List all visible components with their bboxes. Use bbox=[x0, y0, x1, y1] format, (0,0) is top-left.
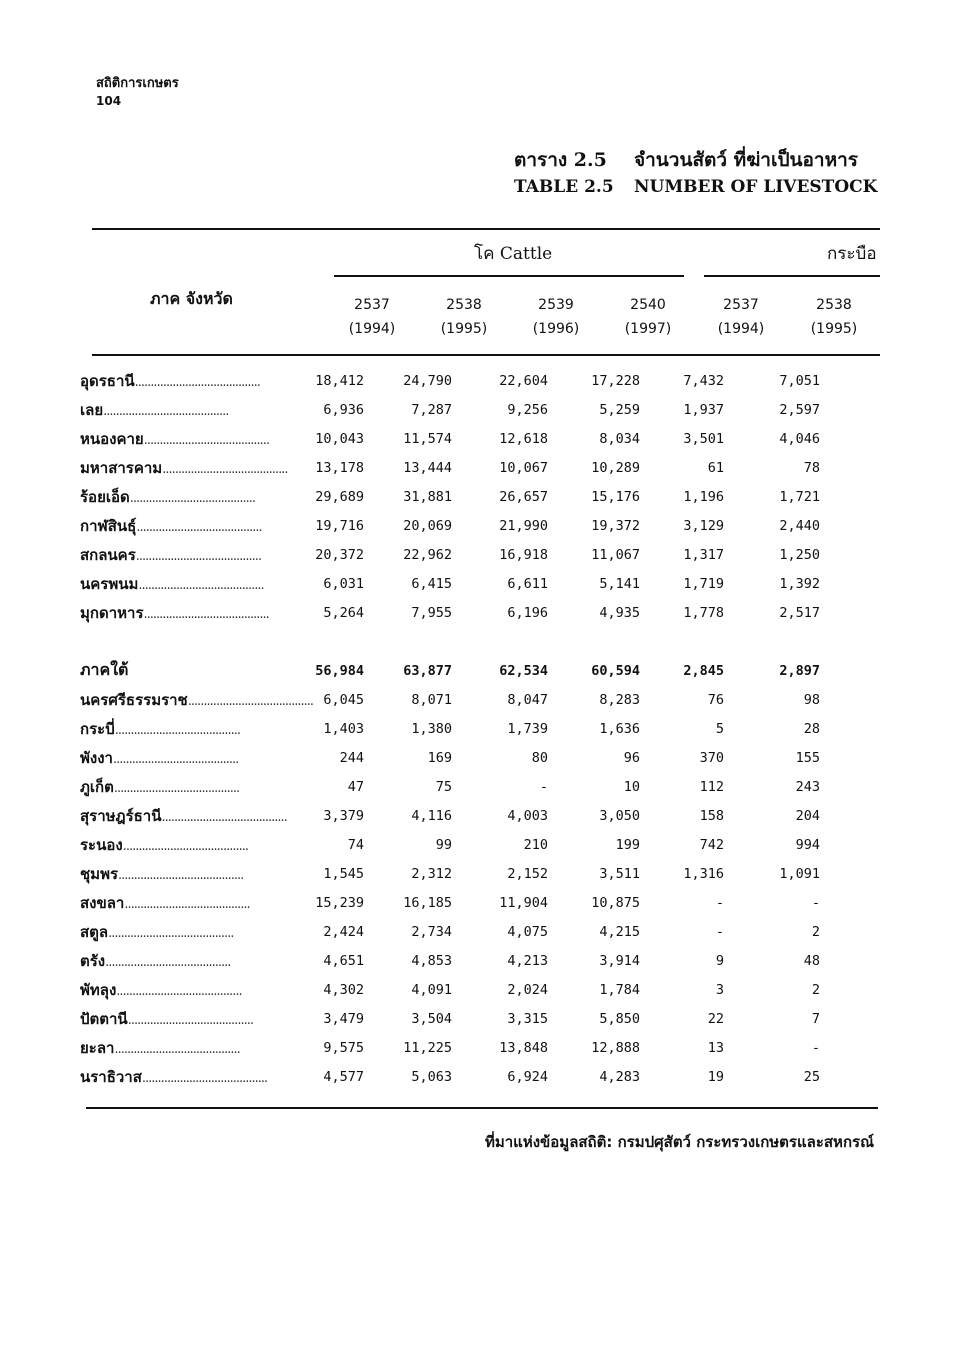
value-cell: 18,412 bbox=[315, 372, 364, 389]
value-cell: 742 bbox=[699, 836, 724, 853]
value-cell: 19 bbox=[707, 1068, 724, 1085]
province-column-header: ภาค จังหวัด bbox=[150, 289, 233, 308]
value-cell: 7,051 bbox=[779, 372, 820, 389]
province-name: นครศรีธรรมราช bbox=[80, 690, 188, 709]
value-cell: 8,071 bbox=[411, 691, 452, 708]
leader-dots: ........................................ bbox=[105, 954, 231, 970]
table-label-english: TABLE 2.5 bbox=[514, 177, 614, 197]
value-cell: 4,075 bbox=[507, 923, 548, 940]
table-row bbox=[80, 598, 820, 627]
value-cell: 3,379 bbox=[323, 807, 364, 824]
table-row bbox=[80, 888, 820, 917]
value-cell: 7 bbox=[811, 1010, 820, 1027]
table-title-thai bbox=[514, 145, 858, 175]
value-cell: 75 bbox=[435, 778, 452, 795]
province-name: ปัตตานี bbox=[80, 1009, 128, 1028]
province-name-cell bbox=[80, 1004, 298, 1033]
value-cell: 28 bbox=[803, 720, 820, 737]
value-cell: 6,031 bbox=[323, 575, 364, 592]
province-name-cell bbox=[80, 772, 298, 801]
value-cell: 26,657 bbox=[499, 488, 548, 505]
value-cell: 13,444 bbox=[403, 459, 452, 476]
value-cell: 2,897 bbox=[779, 662, 820, 679]
value-cell: 96 bbox=[623, 749, 640, 766]
year-header-en: (1995) bbox=[440, 321, 488, 337]
value-cell: 76 bbox=[707, 691, 724, 708]
value-cell: 370 bbox=[699, 749, 724, 766]
value-cell: 3,315 bbox=[507, 1010, 548, 1027]
value-cell: 2 bbox=[811, 923, 820, 940]
leader-dots: ........................................ bbox=[136, 519, 262, 535]
value-cell: 12,618 bbox=[499, 430, 548, 447]
province-name-cell bbox=[80, 1033, 298, 1062]
table-title-english-text: NUMBER OF LIVESTOCK bbox=[634, 177, 878, 197]
leader-dots: ........................................ bbox=[135, 548, 262, 564]
province-name-cell bbox=[80, 917, 298, 946]
province-name-cell bbox=[80, 424, 298, 453]
table-row bbox=[80, 1062, 820, 1091]
province-name: สตูล bbox=[80, 922, 109, 941]
province-name: พังงา bbox=[80, 748, 113, 767]
value-cell: 10,043 bbox=[315, 430, 364, 447]
value-cell: 6,415 bbox=[411, 575, 452, 592]
value-cell: 994 bbox=[795, 836, 820, 853]
region-name-cell bbox=[80, 656, 298, 685]
province-name-cell bbox=[80, 482, 298, 511]
value-cell: 3,129 bbox=[683, 517, 724, 534]
value-cell: 99 bbox=[435, 836, 452, 853]
value-cell: 4,046 bbox=[779, 430, 820, 447]
table-row bbox=[80, 830, 820, 859]
region-row bbox=[80, 656, 820, 685]
province-name-cell bbox=[80, 946, 298, 975]
value-cell: 5,141 bbox=[599, 575, 640, 592]
value-cell: 1,250 bbox=[779, 546, 820, 563]
value-cell: - bbox=[811, 1039, 820, 1056]
province-name: พัทลุง bbox=[80, 980, 117, 999]
province-name: มหาสารคาม bbox=[80, 458, 163, 477]
value-cell: 112 bbox=[699, 778, 724, 795]
value-cell: 31,881 bbox=[403, 488, 452, 505]
spacer-row bbox=[80, 627, 820, 656]
leader-dots: ........................................ bbox=[118, 867, 244, 883]
value-cell: 2,734 bbox=[411, 923, 452, 940]
value-cell: 20,069 bbox=[403, 517, 452, 534]
value-cell: 2,517 bbox=[779, 604, 820, 621]
value-cell: 4,651 bbox=[323, 952, 364, 969]
value-cell: 4,302 bbox=[323, 981, 364, 998]
value-cell: 5,850 bbox=[599, 1010, 640, 1027]
table-title-english bbox=[514, 177, 877, 197]
table-row bbox=[80, 453, 820, 482]
year-header-en: (1997) bbox=[624, 321, 672, 337]
leader-dots: ........................................ bbox=[116, 983, 242, 999]
province-name-cell bbox=[80, 714, 298, 743]
value-cell: 15,239 bbox=[315, 894, 364, 911]
table-row bbox=[80, 1033, 820, 1062]
leader-dots: ........................................ bbox=[138, 577, 264, 593]
year-header-en: (1996) bbox=[532, 321, 580, 337]
value-cell: 1,721 bbox=[779, 488, 820, 505]
value-cell: 4,091 bbox=[411, 981, 452, 998]
value-cell: 4,577 bbox=[323, 1068, 364, 1085]
leader-dots: ........................................ bbox=[141, 1070, 268, 1086]
value-cell: 169 bbox=[427, 749, 452, 766]
source-note: ที่มาแห่งข้อมูลสถิติ: กรมปศุสัตว์ กระทรวงเกษตรและสหกรณ์ bbox=[484, 1133, 874, 1151]
value-cell: 48 bbox=[803, 952, 820, 969]
table-row bbox=[80, 511, 820, 540]
value-cell: 9 bbox=[715, 952, 724, 969]
province-name-cell bbox=[80, 830, 298, 859]
publication-title: สถิติการเกษตร bbox=[96, 76, 179, 91]
value-cell: 1,403 bbox=[323, 720, 364, 737]
value-cell: 10,067 bbox=[499, 459, 548, 476]
value-cell: 4,213 bbox=[507, 952, 548, 969]
value-cell: 244 bbox=[339, 749, 364, 766]
table-row bbox=[80, 424, 820, 453]
value-cell: 63,877 bbox=[403, 662, 452, 679]
value-cell: 22,962 bbox=[403, 546, 452, 563]
value-cell: 7,287 bbox=[411, 401, 452, 418]
province-name-cell bbox=[80, 801, 298, 830]
leader-dots: ........................................ bbox=[103, 403, 229, 419]
year-header-en: (1994) bbox=[348, 321, 396, 337]
value-cell: 19,372 bbox=[591, 517, 640, 534]
value-cell: 56,984 bbox=[315, 662, 364, 679]
value-cell: 60,594 bbox=[591, 662, 640, 679]
value-cell: 19,716 bbox=[315, 517, 364, 534]
value-cell: 47 bbox=[347, 778, 364, 795]
province-name-cell bbox=[80, 685, 314, 714]
province-name: ร้อยเอ็ด bbox=[80, 487, 130, 506]
table-row bbox=[80, 1004, 820, 1033]
province-name-cell bbox=[80, 859, 298, 888]
year-header-th: 2540 bbox=[630, 297, 666, 313]
value-cell: 1,778 bbox=[683, 604, 724, 621]
province-name-cell bbox=[80, 540, 298, 569]
leader-dots: ........................................ bbox=[161, 809, 287, 825]
province-name-cell bbox=[80, 395, 298, 424]
value-cell: 6,611 bbox=[507, 575, 548, 592]
value-cell: 3,504 bbox=[411, 1010, 452, 1027]
value-cell: 2,152 bbox=[507, 865, 548, 882]
province-name: หนองคาย bbox=[80, 429, 144, 448]
table-row bbox=[80, 801, 820, 830]
province-name: อุดรธานี bbox=[80, 371, 135, 390]
value-cell: 243 bbox=[795, 778, 820, 795]
value-cell: 22 bbox=[707, 1010, 724, 1027]
leader-dots: ........................................ bbox=[108, 925, 234, 941]
province-name: กระบี่ bbox=[80, 719, 115, 738]
value-cell: 10,289 bbox=[591, 459, 640, 476]
table-row bbox=[80, 975, 820, 1004]
value-cell: 22,604 bbox=[499, 372, 548, 389]
table-row bbox=[80, 859, 820, 888]
buffalo-group-header: กระบือ bbox=[827, 244, 877, 264]
value-cell: 16,185 bbox=[403, 894, 452, 911]
value-cell: 4,283 bbox=[599, 1068, 640, 1085]
value-cell: 4,003 bbox=[507, 807, 548, 824]
province-name-cell bbox=[80, 598, 298, 627]
value-cell: - bbox=[715, 894, 724, 911]
province-name: ระนอง bbox=[80, 835, 123, 854]
table-row bbox=[80, 743, 820, 772]
table-row bbox=[80, 714, 820, 743]
leader-dots: ........................................ bbox=[187, 693, 314, 709]
province-name: นครพนม bbox=[80, 574, 139, 593]
table-row bbox=[80, 917, 820, 946]
province-name: ยะลา bbox=[80, 1038, 115, 1057]
table-row bbox=[80, 366, 820, 395]
value-cell: 24,790 bbox=[403, 372, 452, 389]
leader-dots: ........................................ bbox=[143, 432, 270, 448]
value-cell: 1,739 bbox=[507, 720, 548, 737]
value-cell: 6,045 bbox=[323, 691, 364, 708]
value-cell: - bbox=[539, 778, 548, 795]
spacer-cell bbox=[80, 627, 820, 656]
value-cell: 5,259 bbox=[599, 401, 640, 418]
value-cell: 1,091 bbox=[779, 865, 820, 882]
table-row bbox=[80, 946, 820, 975]
province-name: ชุมพร bbox=[80, 864, 119, 883]
table-row bbox=[80, 482, 820, 511]
value-cell: 204 bbox=[795, 807, 820, 824]
buffalo-group-rule bbox=[704, 275, 880, 277]
value-cell: 17,228 bbox=[591, 372, 640, 389]
cattle-group-rule bbox=[334, 275, 684, 277]
value-cell: 98 bbox=[803, 691, 820, 708]
value-cell: - bbox=[811, 894, 820, 911]
value-cell: 3,479 bbox=[323, 1010, 364, 1027]
value-cell: 4,215 bbox=[599, 923, 640, 940]
value-cell: 7,955 bbox=[411, 604, 452, 621]
value-cell: 5 bbox=[715, 720, 724, 737]
value-cell: 199 bbox=[615, 836, 640, 853]
value-cell: 8,034 bbox=[599, 430, 640, 447]
leader-dots: ........................................ bbox=[143, 606, 269, 622]
page-number: 104 bbox=[96, 94, 122, 108]
value-cell: 3 bbox=[715, 981, 724, 998]
value-cell: 2,440 bbox=[779, 517, 820, 534]
cattle-group-header: โค Cattle bbox=[474, 244, 553, 264]
year-header-th: 2537 bbox=[723, 297, 759, 313]
province-name-cell bbox=[80, 453, 298, 482]
table-label-thai: ตาราง 2.5 bbox=[514, 149, 607, 171]
value-cell: 2,312 bbox=[411, 865, 452, 882]
table-row bbox=[80, 772, 820, 801]
table-bottom-rule bbox=[86, 1107, 878, 1109]
header-bottom-rule bbox=[92, 354, 880, 356]
value-cell: 11,904 bbox=[499, 894, 548, 911]
value-cell: 1,719 bbox=[683, 575, 724, 592]
year-header-th: 2538 bbox=[446, 297, 482, 313]
value-cell: 16,918 bbox=[499, 546, 548, 563]
value-cell: 10,875 bbox=[591, 894, 640, 911]
value-cell: 158 bbox=[699, 807, 724, 824]
value-cell: 6,924 bbox=[507, 1068, 548, 1085]
province-name-cell bbox=[80, 511, 298, 540]
leader-dots: ........................................ bbox=[114, 1041, 240, 1057]
value-cell: 2,845 bbox=[683, 662, 724, 679]
leader-dots: ........................................ bbox=[114, 722, 241, 738]
leader-dots: ........................................ bbox=[127, 1012, 253, 1028]
value-cell: 12,888 bbox=[591, 1039, 640, 1056]
value-cell: 2 bbox=[811, 981, 820, 998]
table-row bbox=[80, 540, 820, 569]
province-name: สงขลา bbox=[80, 893, 125, 912]
leader-dots: ........................................ bbox=[113, 780, 240, 796]
value-cell: 1,317 bbox=[683, 546, 724, 563]
value-cell: 62,534 bbox=[499, 662, 548, 679]
value-cell: 25 bbox=[803, 1068, 820, 1085]
value-cell: 8,283 bbox=[599, 691, 640, 708]
value-cell: 21,990 bbox=[499, 517, 548, 534]
value-cell: 1,392 bbox=[779, 575, 820, 592]
value-cell: 20,372 bbox=[315, 546, 364, 563]
value-cell: 3,050 bbox=[599, 807, 640, 824]
table-row bbox=[80, 685, 820, 714]
value-cell: 11,574 bbox=[403, 430, 452, 447]
province-name-cell bbox=[80, 975, 298, 1004]
value-cell: 29,689 bbox=[315, 488, 364, 505]
value-cell: 11,067 bbox=[591, 546, 640, 563]
value-cell: 1,937 bbox=[683, 401, 724, 418]
value-cell: 5,063 bbox=[411, 1068, 452, 1085]
province-name-cell bbox=[80, 366, 298, 395]
value-cell: 1,545 bbox=[323, 865, 364, 882]
year-header-en: (1994) bbox=[717, 321, 765, 337]
table-row bbox=[80, 395, 820, 424]
value-cell: 74 bbox=[347, 836, 364, 853]
value-cell: 2,024 bbox=[507, 981, 548, 998]
value-cell: 3,501 bbox=[683, 430, 724, 447]
value-cell: 13,178 bbox=[315, 459, 364, 476]
year-header-th: 2537 bbox=[354, 297, 390, 313]
value-cell: 11,225 bbox=[403, 1039, 452, 1056]
value-cell: 7,432 bbox=[683, 372, 724, 389]
province-name: ตรัง bbox=[80, 951, 106, 970]
province-name: มุกดาหาร bbox=[80, 603, 144, 622]
value-cell: 80 bbox=[531, 749, 548, 766]
value-cell: 3,914 bbox=[599, 952, 640, 969]
region-name: ภาคใต้ bbox=[80, 660, 129, 679]
value-cell: 6,196 bbox=[507, 604, 548, 621]
table-top-rule bbox=[92, 228, 880, 230]
value-cell: 2,424 bbox=[323, 923, 364, 940]
year-header-en: (1995) bbox=[810, 321, 858, 337]
value-cell: 9,256 bbox=[507, 401, 548, 418]
value-cell: 13,848 bbox=[499, 1039, 548, 1056]
year-header-th: 2538 bbox=[816, 297, 852, 313]
value-cell: 78 bbox=[803, 459, 820, 476]
value-cell: - bbox=[715, 923, 724, 940]
province-name: นราธิวาส bbox=[80, 1067, 142, 1086]
value-cell: 15,176 bbox=[591, 488, 640, 505]
table-title-thai-text: จำนวนสัตว์ ที่ฆ่าเป็นอาหาร bbox=[634, 149, 858, 171]
livestock-table bbox=[80, 366, 820, 1091]
province-name: สุราษฎร์ธานี bbox=[80, 806, 162, 825]
leader-dots: ........................................ bbox=[162, 461, 288, 477]
value-cell: 61 bbox=[707, 459, 724, 476]
value-cell: 155 bbox=[795, 749, 820, 766]
province-name: ภูเก็ต bbox=[80, 777, 114, 796]
province-name: สกลนคร bbox=[80, 545, 136, 564]
province-name: เลย bbox=[80, 400, 104, 419]
value-cell: 9,575 bbox=[323, 1039, 364, 1056]
value-cell: 4,116 bbox=[411, 807, 452, 824]
value-cell: 10 bbox=[623, 778, 640, 795]
value-cell: 1,316 bbox=[683, 865, 724, 882]
leader-dots: ........................................ bbox=[112, 751, 239, 767]
province-name-cell bbox=[80, 1062, 298, 1091]
value-cell: 2,597 bbox=[779, 401, 820, 418]
leader-dots: ........................................ bbox=[124, 896, 250, 912]
year-header-th: 2539 bbox=[538, 297, 574, 313]
value-cell: 4,853 bbox=[411, 952, 452, 969]
table-row bbox=[80, 569, 820, 598]
value-cell: 1,380 bbox=[411, 720, 452, 737]
value-cell: 210 bbox=[523, 836, 548, 853]
livestock-table-body bbox=[80, 366, 820, 1091]
value-cell: 1,196 bbox=[683, 488, 724, 505]
leader-dots: ........................................ bbox=[129, 490, 256, 506]
value-cell: 3,511 bbox=[599, 865, 640, 882]
value-cell: 13 bbox=[707, 1039, 724, 1056]
province-name-cell bbox=[80, 569, 298, 598]
province-name-cell bbox=[80, 743, 298, 772]
value-cell: 1,636 bbox=[599, 720, 640, 737]
value-cell: 4,935 bbox=[599, 604, 640, 621]
province-name-cell bbox=[80, 888, 298, 917]
value-cell: 5,264 bbox=[323, 604, 364, 621]
province-name: กาฬสินธุ์ bbox=[80, 516, 137, 535]
value-cell: 8,047 bbox=[507, 691, 548, 708]
leader-dots: ........................................ bbox=[134, 374, 260, 390]
value-cell: 6,936 bbox=[323, 401, 364, 418]
leader-dots: ........................................ bbox=[122, 838, 248, 854]
value-cell: 1,784 bbox=[599, 981, 640, 998]
